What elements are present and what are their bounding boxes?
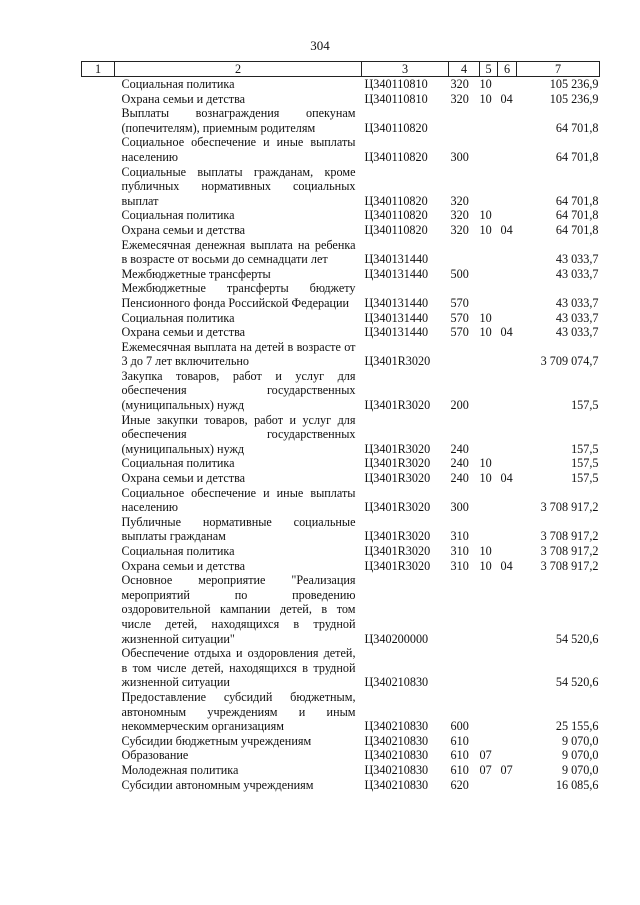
item-name: Социальное обеспечение и иные выплаты населению xyxy=(121,135,356,164)
section-code: 10 xyxy=(479,325,492,340)
item-name: Социальная политика xyxy=(121,310,235,325)
section-code xyxy=(480,267,498,282)
amount: 54 520,6 xyxy=(555,675,599,690)
subsection-code xyxy=(498,573,517,646)
amount: 43 033,7 xyxy=(555,266,599,281)
subsection-code xyxy=(498,311,517,326)
item-name: Охрана семьи и детства xyxy=(121,471,246,486)
section-code xyxy=(480,734,498,749)
subsection-code xyxy=(498,267,517,282)
section-code xyxy=(480,690,498,734)
subsection-code xyxy=(498,544,517,559)
target-code: Ц340110820 xyxy=(364,222,428,237)
item-name: Социальные выплаты гражданам, кроме публичных нормативных социальных выплат xyxy=(121,164,356,208)
amount: 43 033,7 xyxy=(555,310,599,325)
item-name: Охрана семьи и детства xyxy=(121,325,246,340)
item-name: Ежемесячная выплата на детей в возрасте от 3 до 7 лет включительно xyxy=(121,339,356,369)
item-name: Образование xyxy=(121,748,189,763)
section-code: 07 xyxy=(479,748,492,763)
expense-type-code: 500 xyxy=(450,266,469,281)
item-name: Основное мероприятие "Реализация мероприятий по проведению оздоровительной кампании детей, в том числе детей, находящихся в трудной жизненной ситуации" xyxy=(121,573,356,646)
amount: 3 709 074,7 xyxy=(540,354,599,369)
item-name: Охрана семьи и детства xyxy=(121,91,246,106)
cell-index xyxy=(82,267,115,282)
cell-index xyxy=(82,77,115,92)
table-row xyxy=(82,106,600,135)
section-code: 07 xyxy=(479,762,492,777)
target-code: Ц340210830 xyxy=(364,733,429,748)
table-row xyxy=(82,135,600,164)
table-row xyxy=(82,413,600,457)
cell-index xyxy=(82,515,115,544)
section-code xyxy=(480,281,498,310)
section-code xyxy=(480,106,498,135)
target-code: Ц3401R3020 xyxy=(364,558,431,573)
expense-type-code: 310 xyxy=(450,544,469,558)
subsection-code xyxy=(498,778,517,793)
subsection-code xyxy=(498,748,517,763)
amount: 25 155,6 xyxy=(555,719,599,734)
target-code: Ц340210830 xyxy=(364,719,429,734)
table-row xyxy=(82,690,600,734)
item-name: Ежемесячная денежная выплата на ребенка в возрасте от восьми до семнадцати лет xyxy=(121,237,356,267)
target-code: Ц340110820 xyxy=(364,149,428,164)
table-row xyxy=(82,311,600,326)
target-code: Ц340131440 xyxy=(364,252,429,267)
target-code: Ц340210830 xyxy=(364,748,429,763)
cell-index xyxy=(82,208,115,223)
cell-index xyxy=(82,456,115,471)
target-code: Ц3401R3020 xyxy=(364,471,431,486)
target-code: Ц340210830 xyxy=(364,762,429,777)
section-code: 10 xyxy=(479,222,492,237)
target-code: Ц340200000 xyxy=(364,631,429,646)
section-code: 10 xyxy=(479,77,492,91)
cell-index xyxy=(82,340,115,369)
subsection-code xyxy=(498,369,517,413)
item-name: Социальное обеспечение и иные выплаты населению xyxy=(121,485,356,515)
subsection-code xyxy=(498,456,517,471)
target-code: Ц340110810 xyxy=(364,77,428,91)
table-row xyxy=(82,77,600,92)
target-code: Ц340110820 xyxy=(364,208,428,223)
item-name: Охрана семьи и детства xyxy=(121,558,246,573)
section-code: 10 xyxy=(479,310,492,325)
expense-type-code: 570 xyxy=(450,295,469,310)
table-header xyxy=(82,62,600,77)
amount: 9 070,0 xyxy=(561,762,599,777)
cell-index xyxy=(82,413,115,457)
column-header-1: 1 xyxy=(82,62,115,77)
table-row xyxy=(82,267,600,282)
page-number: 304 xyxy=(310,38,330,53)
column-header-3: 3 xyxy=(362,62,449,77)
cell-index xyxy=(82,748,115,763)
expense-type-code: 200 xyxy=(450,398,469,413)
expense-type-code xyxy=(449,238,480,267)
amount: 3 708 917,2 xyxy=(540,529,599,544)
target-code: Ц3401R3020 xyxy=(364,398,431,413)
expense-type-code: 240 xyxy=(450,471,469,486)
cell-index xyxy=(82,690,115,734)
table-row xyxy=(82,208,600,223)
section-code xyxy=(480,135,498,164)
table-row xyxy=(82,369,600,413)
subsection-code xyxy=(498,734,517,749)
item-name: Социальная политика xyxy=(121,208,235,223)
target-code: Ц340210830 xyxy=(364,675,429,690)
expense-type-code: 610 xyxy=(450,762,469,777)
item-name: Публичные нормативные социальные выплаты гражданам xyxy=(121,514,356,544)
table-row xyxy=(82,223,600,238)
expense-type-code: 310 xyxy=(450,529,469,544)
table-row xyxy=(82,486,600,515)
item-name: Социальная политика xyxy=(121,456,235,471)
cell-index xyxy=(82,92,115,107)
amount: 3 708 917,2 xyxy=(540,544,599,558)
target-code: Ц340131440 xyxy=(364,325,429,340)
item-name: Иные закупки товаров, работ и услуг для обеспечения государственных (муниципальных) нужд xyxy=(121,412,356,456)
section-code xyxy=(480,646,498,690)
cell-index xyxy=(82,223,115,238)
amount: 9 070,0 xyxy=(561,748,599,763)
table-row xyxy=(82,281,600,310)
section-code: 10 xyxy=(479,471,492,486)
amount: 9 070,0 xyxy=(561,733,599,748)
amount: 64 701,8 xyxy=(555,193,599,208)
subsection-code xyxy=(498,515,517,544)
table-row xyxy=(82,646,600,690)
table-row xyxy=(82,515,600,544)
cell-index xyxy=(82,544,115,559)
target-code: Ц3401R3020 xyxy=(364,354,431,369)
expense-type-code: 240 xyxy=(450,456,469,471)
subsection-code xyxy=(498,106,517,135)
table-row xyxy=(82,734,600,749)
column-header-5: 5 xyxy=(480,62,498,77)
item-name: Закупка товаров, работ и услуг для обеспечения государственных (муниципальных) нужд xyxy=(121,368,356,413)
section-code: 10 xyxy=(479,456,492,471)
amount: 54 520,6 xyxy=(555,631,599,646)
subsection-code xyxy=(498,646,517,690)
amount: 3 708 917,2 xyxy=(540,500,599,515)
table-row xyxy=(82,573,600,646)
item-name: Социальная политика xyxy=(121,77,235,91)
subsection-code xyxy=(498,281,517,310)
section-code: 10 xyxy=(479,558,492,573)
subsection-code: 04 xyxy=(500,471,513,486)
expense-type-code: 320 xyxy=(450,208,469,223)
subsection-code xyxy=(498,690,517,734)
subsection-code xyxy=(498,238,517,267)
subsection-code xyxy=(498,77,517,92)
subsection-code: 04 xyxy=(500,325,513,340)
item-name: Межбюджетные трансферты xyxy=(121,266,271,281)
expense-type-code xyxy=(449,340,480,369)
target-code: Ц340110810 xyxy=(364,91,428,106)
cell-index xyxy=(82,238,115,267)
expense-type-code: 610 xyxy=(450,733,469,748)
cell-index xyxy=(82,646,115,690)
subsection-code xyxy=(498,165,517,209)
column-header-2: 2 xyxy=(115,62,362,77)
cell-index xyxy=(82,165,115,209)
cell-index xyxy=(82,471,115,486)
table-row xyxy=(82,763,600,778)
cell-index xyxy=(82,778,115,793)
table-row xyxy=(82,325,600,340)
cell-index xyxy=(82,369,115,413)
cell-index xyxy=(82,559,115,574)
item-name: Молодежная политика xyxy=(121,762,239,777)
amount: 105 236,9 xyxy=(549,91,599,106)
expense-type-code: 610 xyxy=(450,748,469,763)
expense-type-code: 570 xyxy=(450,310,469,325)
section-code xyxy=(480,413,498,457)
table-row xyxy=(82,165,600,209)
expense-type-code xyxy=(449,573,480,646)
section-code xyxy=(480,369,498,413)
amount: 64 701,8 xyxy=(555,208,599,223)
section-code xyxy=(480,165,498,209)
cell-index xyxy=(82,106,115,135)
amount: 16 085,6 xyxy=(555,777,599,792)
amount: 43 033,7 xyxy=(555,295,599,310)
amount: 43 033,7 xyxy=(555,252,599,267)
expense-type-code: 320 xyxy=(450,77,469,91)
section-code: 10 xyxy=(479,544,492,558)
table-row xyxy=(82,238,600,267)
target-code: Ц340131440 xyxy=(364,266,429,281)
amount: 157,5 xyxy=(571,441,599,456)
table-row xyxy=(82,748,600,763)
item-name: Предоставление субсидий бюджетным, автономным учреждениям и иным некоммерческим организациям xyxy=(121,689,356,734)
target-code: Ц340110820 xyxy=(364,193,428,208)
expense-type-code: 320 xyxy=(450,193,469,208)
table-row xyxy=(82,456,600,471)
target-code: Ц3401R3020 xyxy=(364,544,431,558)
target-code: Ц340110820 xyxy=(364,120,428,135)
subsection-code: 04 xyxy=(500,558,513,573)
subsection-code: 07 xyxy=(500,762,513,777)
table-row xyxy=(82,544,600,559)
cell-index xyxy=(82,486,115,515)
subsection-code xyxy=(498,486,517,515)
table-row xyxy=(82,92,600,107)
expense-type-code: 310 xyxy=(450,558,469,573)
section-code xyxy=(480,778,498,793)
amount: 3 708 917,2 xyxy=(540,558,599,573)
cell-index xyxy=(82,573,115,646)
section-code: 10 xyxy=(479,208,492,223)
target-code: Ц3401R3020 xyxy=(364,456,431,471)
item-name: Охрана семьи и детства xyxy=(121,222,246,237)
amount: 105 236,9 xyxy=(549,77,599,91)
subsection-code: 04 xyxy=(500,91,513,106)
section-code: 10 xyxy=(479,91,492,106)
expense-type-code xyxy=(449,646,480,690)
expense-type-code: 620 xyxy=(450,777,469,792)
table-row xyxy=(82,559,600,574)
subsection-code xyxy=(498,413,517,457)
cell-index xyxy=(82,311,115,326)
expense-type-code: 300 xyxy=(450,500,469,515)
cell-index xyxy=(82,734,115,749)
expense-type-code: 240 xyxy=(450,441,469,456)
expense-type-code: 320 xyxy=(450,91,469,106)
cell-index xyxy=(82,763,115,778)
section-code xyxy=(480,515,498,544)
section-code xyxy=(480,340,498,369)
section-code xyxy=(480,573,498,646)
target-code: Ц340131440 xyxy=(364,295,429,310)
section-code xyxy=(480,486,498,515)
item-name: Выплаты вознаграждения опекунам (попечителям), приемным родителям xyxy=(121,106,356,135)
item-name: Межбюджетные трансферты бюджету Пенсионного фонда Российской Федерации xyxy=(121,281,356,310)
item-name: Субсидии бюджетным учреждениям xyxy=(121,733,312,748)
amount: 157,5 xyxy=(571,471,599,486)
item-name: Субсидии автономным учреждениям xyxy=(121,777,314,792)
subsection-code xyxy=(498,135,517,164)
expense-type-code: 570 xyxy=(450,325,469,340)
expense-type-code: 300 xyxy=(450,149,469,164)
subsection-code: 04 xyxy=(500,222,513,237)
amount: 64 701,8 xyxy=(555,120,599,135)
column-header-7: 7 xyxy=(517,62,600,77)
section-code xyxy=(480,238,498,267)
expense-type-code xyxy=(449,106,480,135)
amount: 43 033,7 xyxy=(555,325,599,340)
table-body xyxy=(82,77,600,793)
amount: 64 701,8 xyxy=(555,149,599,164)
column-header-6: 6 xyxy=(498,62,517,77)
amount: 157,5 xyxy=(571,398,599,413)
item-name: Обеспечение отдыха и оздоровления детей, в том числе детей, находящихся в трудной жизненной ситуации xyxy=(121,646,356,690)
table-row xyxy=(82,340,600,369)
table-row xyxy=(82,778,600,793)
expense-type-code: 600 xyxy=(450,719,469,734)
target-code: Ц3401R3020 xyxy=(364,529,431,544)
amount: 64 701,8 xyxy=(555,222,599,237)
column-header-4: 4 xyxy=(449,62,480,77)
subsection-code xyxy=(498,208,517,223)
item-name: Социальная политика xyxy=(121,544,235,558)
target-code: Ц3401R3020 xyxy=(364,441,431,456)
cell-index xyxy=(82,281,115,310)
target-code: Ц3401R3020 xyxy=(364,500,431,515)
expense-type-code: 320 xyxy=(450,222,469,237)
budget-table xyxy=(81,61,600,792)
subsection-code xyxy=(498,340,517,369)
cell-index xyxy=(82,135,115,164)
table-row xyxy=(82,471,600,486)
cell-index xyxy=(82,325,115,340)
amount: 157,5 xyxy=(571,456,599,471)
target-code: Ц340131440 xyxy=(364,310,429,325)
target-code: Ц340210830 xyxy=(364,777,429,792)
